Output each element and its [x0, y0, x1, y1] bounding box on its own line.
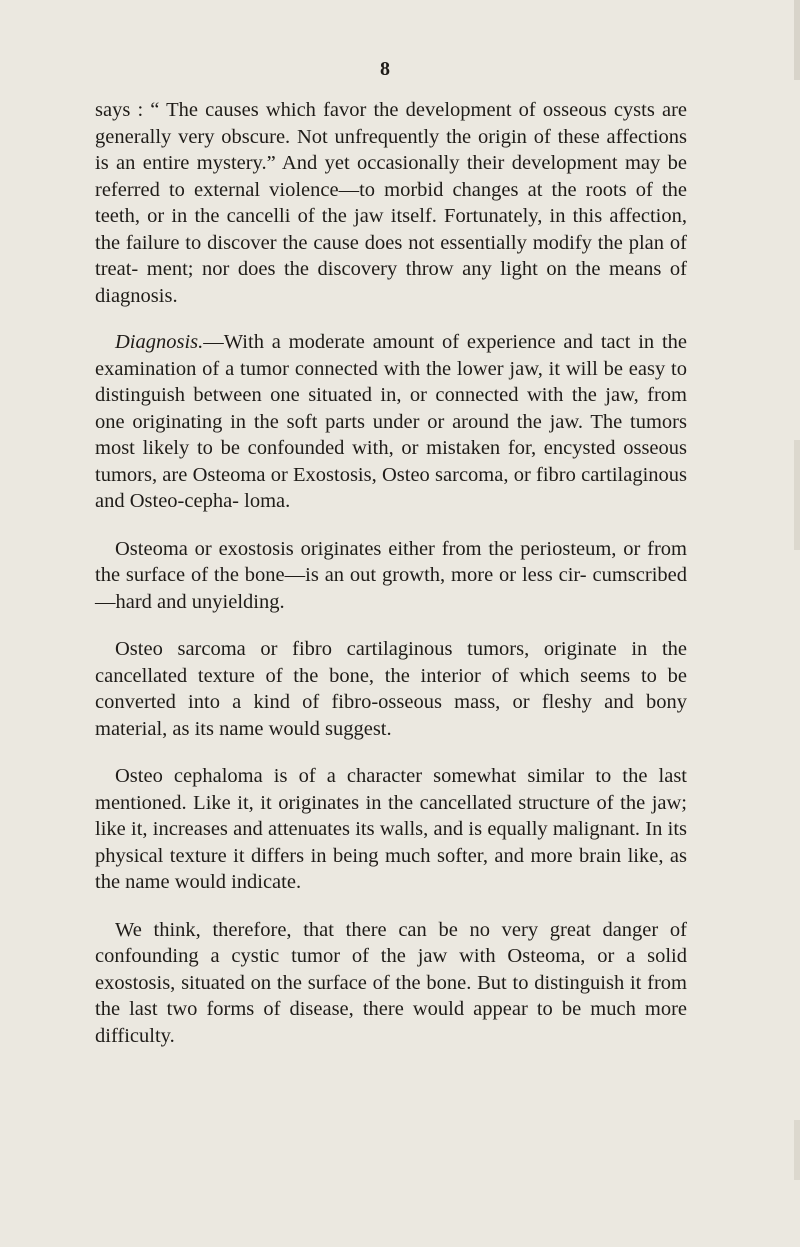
section-heading-diagnosis: Diagnosis.: [115, 331, 204, 353]
page-edge-shadow: [794, 0, 800, 80]
page-edge-shadow: [794, 440, 800, 550]
paragraph-osteo-sarcoma: Osteo sarcoma or fibro cartilaginous tumors, originate in the cancellated texture of the bone, the interior of which seems to be converted into a kind of fibro-osseous mass, or fleshy and bony material, as its name would suggest.: [95, 638, 687, 740]
paragraph-conclusion: We think, therefore, that there can be no very great danger of confounding a cystic tumor of the jaw with Osteoma, or a solid exostosis, situated on the surface of the bone. But to distinguish it from the last two forms of disease, there would appear to be much more difficulty.: [95, 918, 687, 1047]
page-number: 8: [380, 58, 390, 80]
paragraph-continuation: says : “ The causes which favor the development of osseous cysts are generally very obscure. Not unfrequently the origin of these affections is an entire mystery.” And yet occasionally their development may be referred to external violence—to morbid changes at the roots of the teeth, or in the cancelli of the jaw itself. Fortunately, in this affection, the failure to discover the cause does not essentially modify the plan of treat- ment; nor does the discovery throw any light on the means of diagnosis.: [95, 99, 687, 307]
page-edge-shadow: [794, 1120, 800, 1180]
paragraph-osteo-cephaloma: Osteo cephaloma is of a character somewhat similar to the last mentioned. Like it, it originates in the cancellated structure of the jaw; like it, increases and attenuates its walls, and is equally malignant. In its physical texture it differs in being much softer, and more brain like, as the name would indicate.: [95, 765, 687, 893]
paragraph-osteoma: Osteoma or exostosis originates either from the periosteum, or from the surface of the bone—is an out growth, more or less cir- cumscribed—hard and unyielding.: [95, 537, 687, 613]
paragraph-text: —With a moderate amount of experience and tact in the examination of a tumor connected with the lower jaw, it will be easy to distinguish between one situated in, or connected with the jaw, from one originating in the soft parts under or around the jaw. The tumors most likely to be confounded with, or mistaken for, encysted osseous tumors, are Osteoma or Exostosis, Osteo sarcoma, or fibro cartilaginous and Osteo-cepha- loma.: [95, 331, 687, 512]
body-text: [95, 97, 687, 1070]
paragraph-diagnosis: [95, 329, 687, 515]
